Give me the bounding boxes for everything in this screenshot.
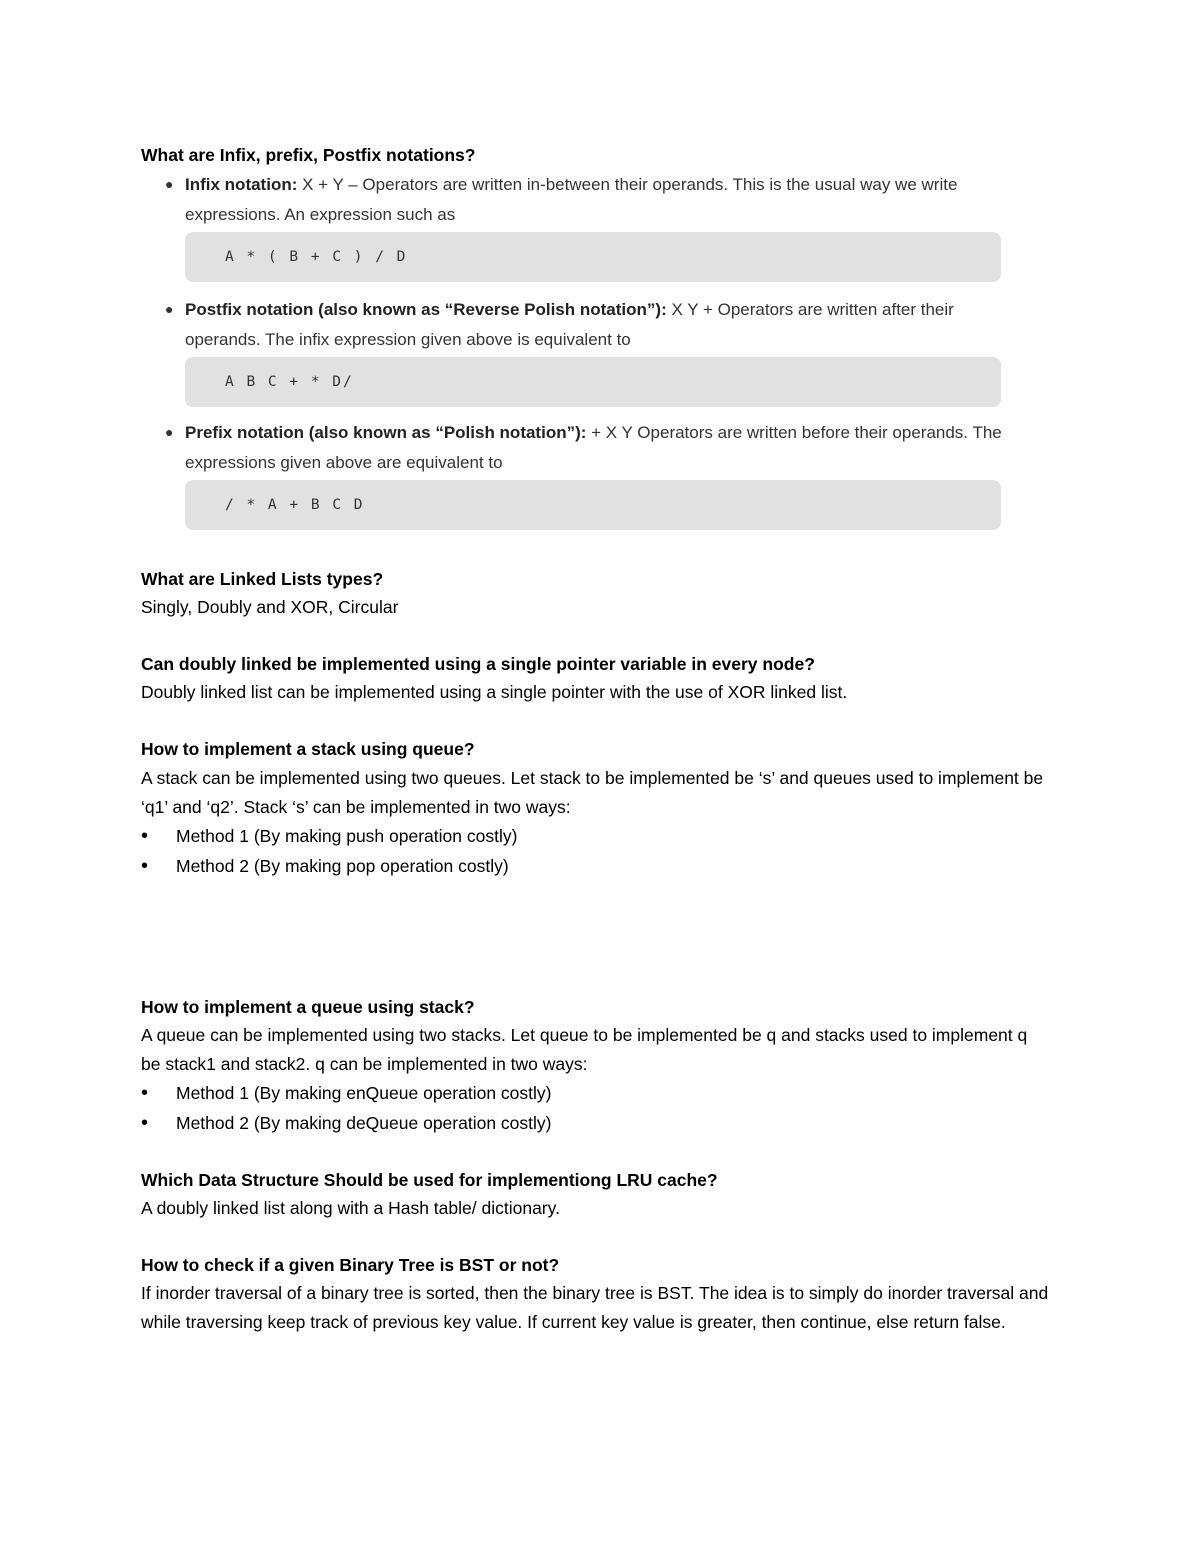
question-notations: What are Infix, prefix, Postfix notations? — [141, 145, 476, 165]
question-lru-cache: Which Data Structure Should be used for implementiong LRU cache? — [141, 1170, 718, 1190]
notations-snippet — [162, 170, 1012, 530]
answer-lru-cache: A doubly linked list along with a Hash table/ dictionary. — [141, 1198, 560, 1218]
answer-stack-using-queue: A stack can be implemented using two queues. Let stack to be implemented be ‘s’ and queues used to implement be ‘q1’ and ‘q2’. Stack ‘s’ can be implemented in two ways: — [141, 768, 1044, 817]
prefix-text: + X Y Operators are written before their operands. The expressions given above are equivalent to — [185, 423, 1002, 472]
bullet-icon — [141, 821, 176, 851]
question-queue-using-stack: How to implement a queue using stack? — [141, 997, 475, 1017]
answer-doubly-linked: Doubly linked list can be implemented using a single pointer with the use of XOR linked list. — [141, 682, 848, 702]
list-item — [141, 1078, 551, 1108]
bullet-text: Method 1 (By making push operation costly) — [176, 826, 518, 846]
question-bst-check: How to check if a given Binary Tree is BST or not? — [141, 1255, 560, 1275]
postfix-item — [162, 295, 1012, 354]
infix-code-block: A * ( B + C ) / D — [185, 232, 1001, 282]
postfix-code-block: A B C + * D/ — [185, 357, 1001, 407]
answer-linked-lists: Singly, Doubly and XOR, Circular — [141, 597, 399, 617]
answer-queue-using-stack: A queue can be implemented using two stacks. Let queue to be implemented be q and stacks used to implement q be stack1 and stack2. q can be implemented in two ways: — [141, 1025, 1028, 1074]
prefix-term: Prefix notation (also known as “Polish notation”): — [185, 423, 587, 442]
infix-term: Infix notation: — [185, 175, 298, 194]
question-linked-lists: What are Linked Lists types? — [141, 569, 384, 589]
bullet-icon: ● — [165, 424, 174, 440]
bullet-text: Method 1 (By making enQueue operation costly) — [176, 1083, 552, 1103]
bullet-icon — [141, 1108, 176, 1138]
list-item — [141, 1108, 551, 1138]
question-doubly-linked: Can doubly linked be implemented using a single pointer variable in every node? — [141, 654, 815, 674]
infix-text: X + Y – Operators are written in-between their operands. This is the usual way we write expressions. An expression such as — [185, 175, 958, 224]
infix-item — [162, 170, 1012, 229]
bullet-icon: ● — [165, 176, 174, 192]
question-stack-using-queue: How to implement a stack using queue? — [141, 739, 475, 759]
bullet-text: Method 2 (By making deQueue operation costly) — [176, 1113, 552, 1133]
bullet-icon — [141, 851, 176, 881]
prefix-code-block: / * A + B C D — [185, 480, 1001, 530]
bullet-icon: ● — [165, 301, 174, 317]
bullet-text: Method 2 (By making pop operation costly) — [176, 856, 509, 876]
list-item — [141, 821, 517, 851]
postfix-text: X Y + Operators are written after their operands. The infix expression given above is equivalent to — [185, 300, 954, 349]
bullet-icon — [141, 1078, 176, 1108]
prefix-item — [162, 418, 1012, 477]
list-item — [141, 851, 509, 881]
answer-bst-check: If inorder traversal of a binary tree is sorted, then the binary tree is BST. The idea is to simply do inorder traversal and while traversing keep track of previous key value. If current key value is greater, then continue, else return false. — [141, 1283, 1049, 1332]
postfix-term: Postfix notation (also known as “Reverse Polish notation”): — [185, 300, 667, 319]
